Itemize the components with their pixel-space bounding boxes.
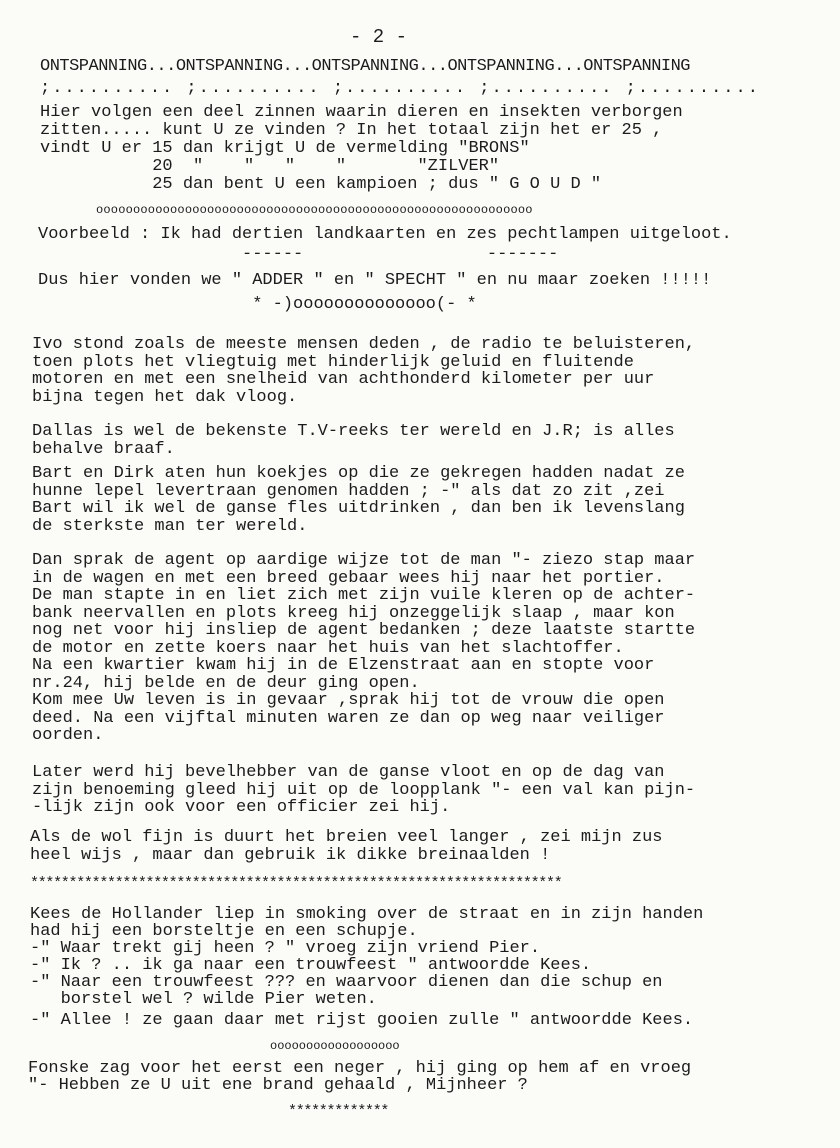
joke-kees-line-2: had hij een borsteltje en een schupje. bbox=[30, 922, 418, 941]
end-star-separator: ************* bbox=[288, 1103, 389, 1120]
paragraph-agent: Dan sprak de agent op aardige wijze tot de man "- ziezo stap maar in de wagen en met een breed gebaar wees hij naar het portier. De man stapte in en liet zich met zijn vuile kleren op de achter- bank neervallen en plots kreeg hij onzeggelijk slaap , maar kon nog net voor hij insliep de agent bedanken ; deze laatste startte de motor en zette koers naar het huis van het slachtoffer. Na een kwartier kwam hij in de Elzenstraat aan en stopte voor nr.24, hij belde en de deur ging open. Kom mee Uw leven is in gevaar ,sprak hij tot de vrouw die open deed. Na een vijftal minuten waren ze dan op weg naar veiliger oorden. bbox=[32, 551, 696, 745]
intro-line-5: 25 dan bent U een kampioen ; dus " G O U D " bbox=[40, 175, 602, 194]
page-number: - 2 - bbox=[350, 26, 408, 48]
joke-kees-line-7: -" Allee ! ze gaan daar met rijst gooien zulle " antwoordde Kees. bbox=[30, 1011, 694, 1030]
joke-kees-line-1: Kees de Hollander liep in smoking over de straat en in zijn handen bbox=[30, 905, 704, 924]
example-underline: ------ ------- bbox=[38, 245, 559, 264]
joke-fonske-line-2: "- Hebben ze U uit ene brand gehaald , Mijnheer ? bbox=[28, 1076, 528, 1095]
paragraph-wol: Als de wol fijn is duurt het breien veel langer , zei mijn zus heel wijs , maar dan gebruik ik dikke breinaalden ! bbox=[30, 828, 663, 865]
intro-line-2: zitten..... kunt U ze vinden ? In het totaal zijn het er 25 , bbox=[40, 121, 663, 140]
example-line: Voorbeeld : Ik had dertien landkaarten en zes pechtlampen uitgeloot. bbox=[38, 225, 732, 244]
separator-circles: ooooooooooooooooooooooooooooooooooooooooooooooooooooooooooo bbox=[96, 203, 533, 217]
joke-kees-line-5: -" Naar een trouwfeest ??? en waarvoor dienen dan die schup en bbox=[30, 973, 663, 992]
joke-kees-line-4: -" Ik ? .. ik ga naar een trouwfeest " antwoordde Kees. bbox=[30, 956, 592, 975]
separator-circles-2: oooooooooooooooooo bbox=[270, 1039, 400, 1053]
example-ornament: * -)oooooooooooooo(- * bbox=[38, 295, 477, 314]
intro-line-3: vindt U er 15 dan krijgt U de vermelding "BRONS" bbox=[40, 139, 530, 158]
joke-kees-line-6: borstel wel ? wilde Pier weten. bbox=[30, 990, 377, 1009]
joke-fonske-line-1: Fonske zag voor het eerst een neger , hij ging op hem af en vroeg bbox=[28, 1059, 692, 1078]
paragraph-ivo: Ivo stond zoals de meeste mensen deden , de radio te beluisteren, toen plots het vliegtuig met hinderlijk geluid en fluitende motoren en met een snelheid van achthonderd kilometer per uur bijna tegen het dak vloog. bbox=[32, 335, 696, 407]
paragraph-bart-dirk: Bart en Dirk aten hun koekjes op die ze gekregen hadden nadat ze hunne lepel levertraan genomen hadden ; -" als dat zo zit ,zei Bart wil ik wel de ganse fles uitdrinken , dan ben ik levenslang de sterkste man ter wereld. bbox=[32, 464, 685, 536]
paragraph-dallas: Dallas is wel de bekenste T.V-reeks ter wereld en J.R; is alles behalve braaf. bbox=[32, 422, 675, 459]
paragraph-vloot: Later werd hij bevelhebber van de ganse vloot en op de dag van zijn benoeming gleed hij uit op de loopplank "- een val kan pijn- -lijk zijn ook voor een officier zei hij. bbox=[32, 763, 696, 817]
star-separator: ********************************************************************* bbox=[30, 875, 562, 892]
header-dots-line: ;.......... ;.......... ;.......... ;.......... ;.......... bbox=[40, 79, 760, 98]
example-answer-line: Dus hier vonden we " ADDER " en " SPECHT " en nu maar zoeken !!!!! bbox=[38, 271, 712, 290]
header-title-line: ONTSPANNING...ONTSPANNING...ONTSPANNING...ONTSPANNING...ONTSPANNING bbox=[40, 57, 691, 76]
intro-line-4: 20 " " " " "ZILVER" bbox=[40, 157, 500, 176]
joke-kees-line-3: -" Waar trekt gij heen ? " vroeg zijn vriend Pier. bbox=[30, 939, 541, 958]
intro-line-1: Hier volgen een deel zinnen waarin dieren en insekten verborgen bbox=[40, 103, 683, 122]
